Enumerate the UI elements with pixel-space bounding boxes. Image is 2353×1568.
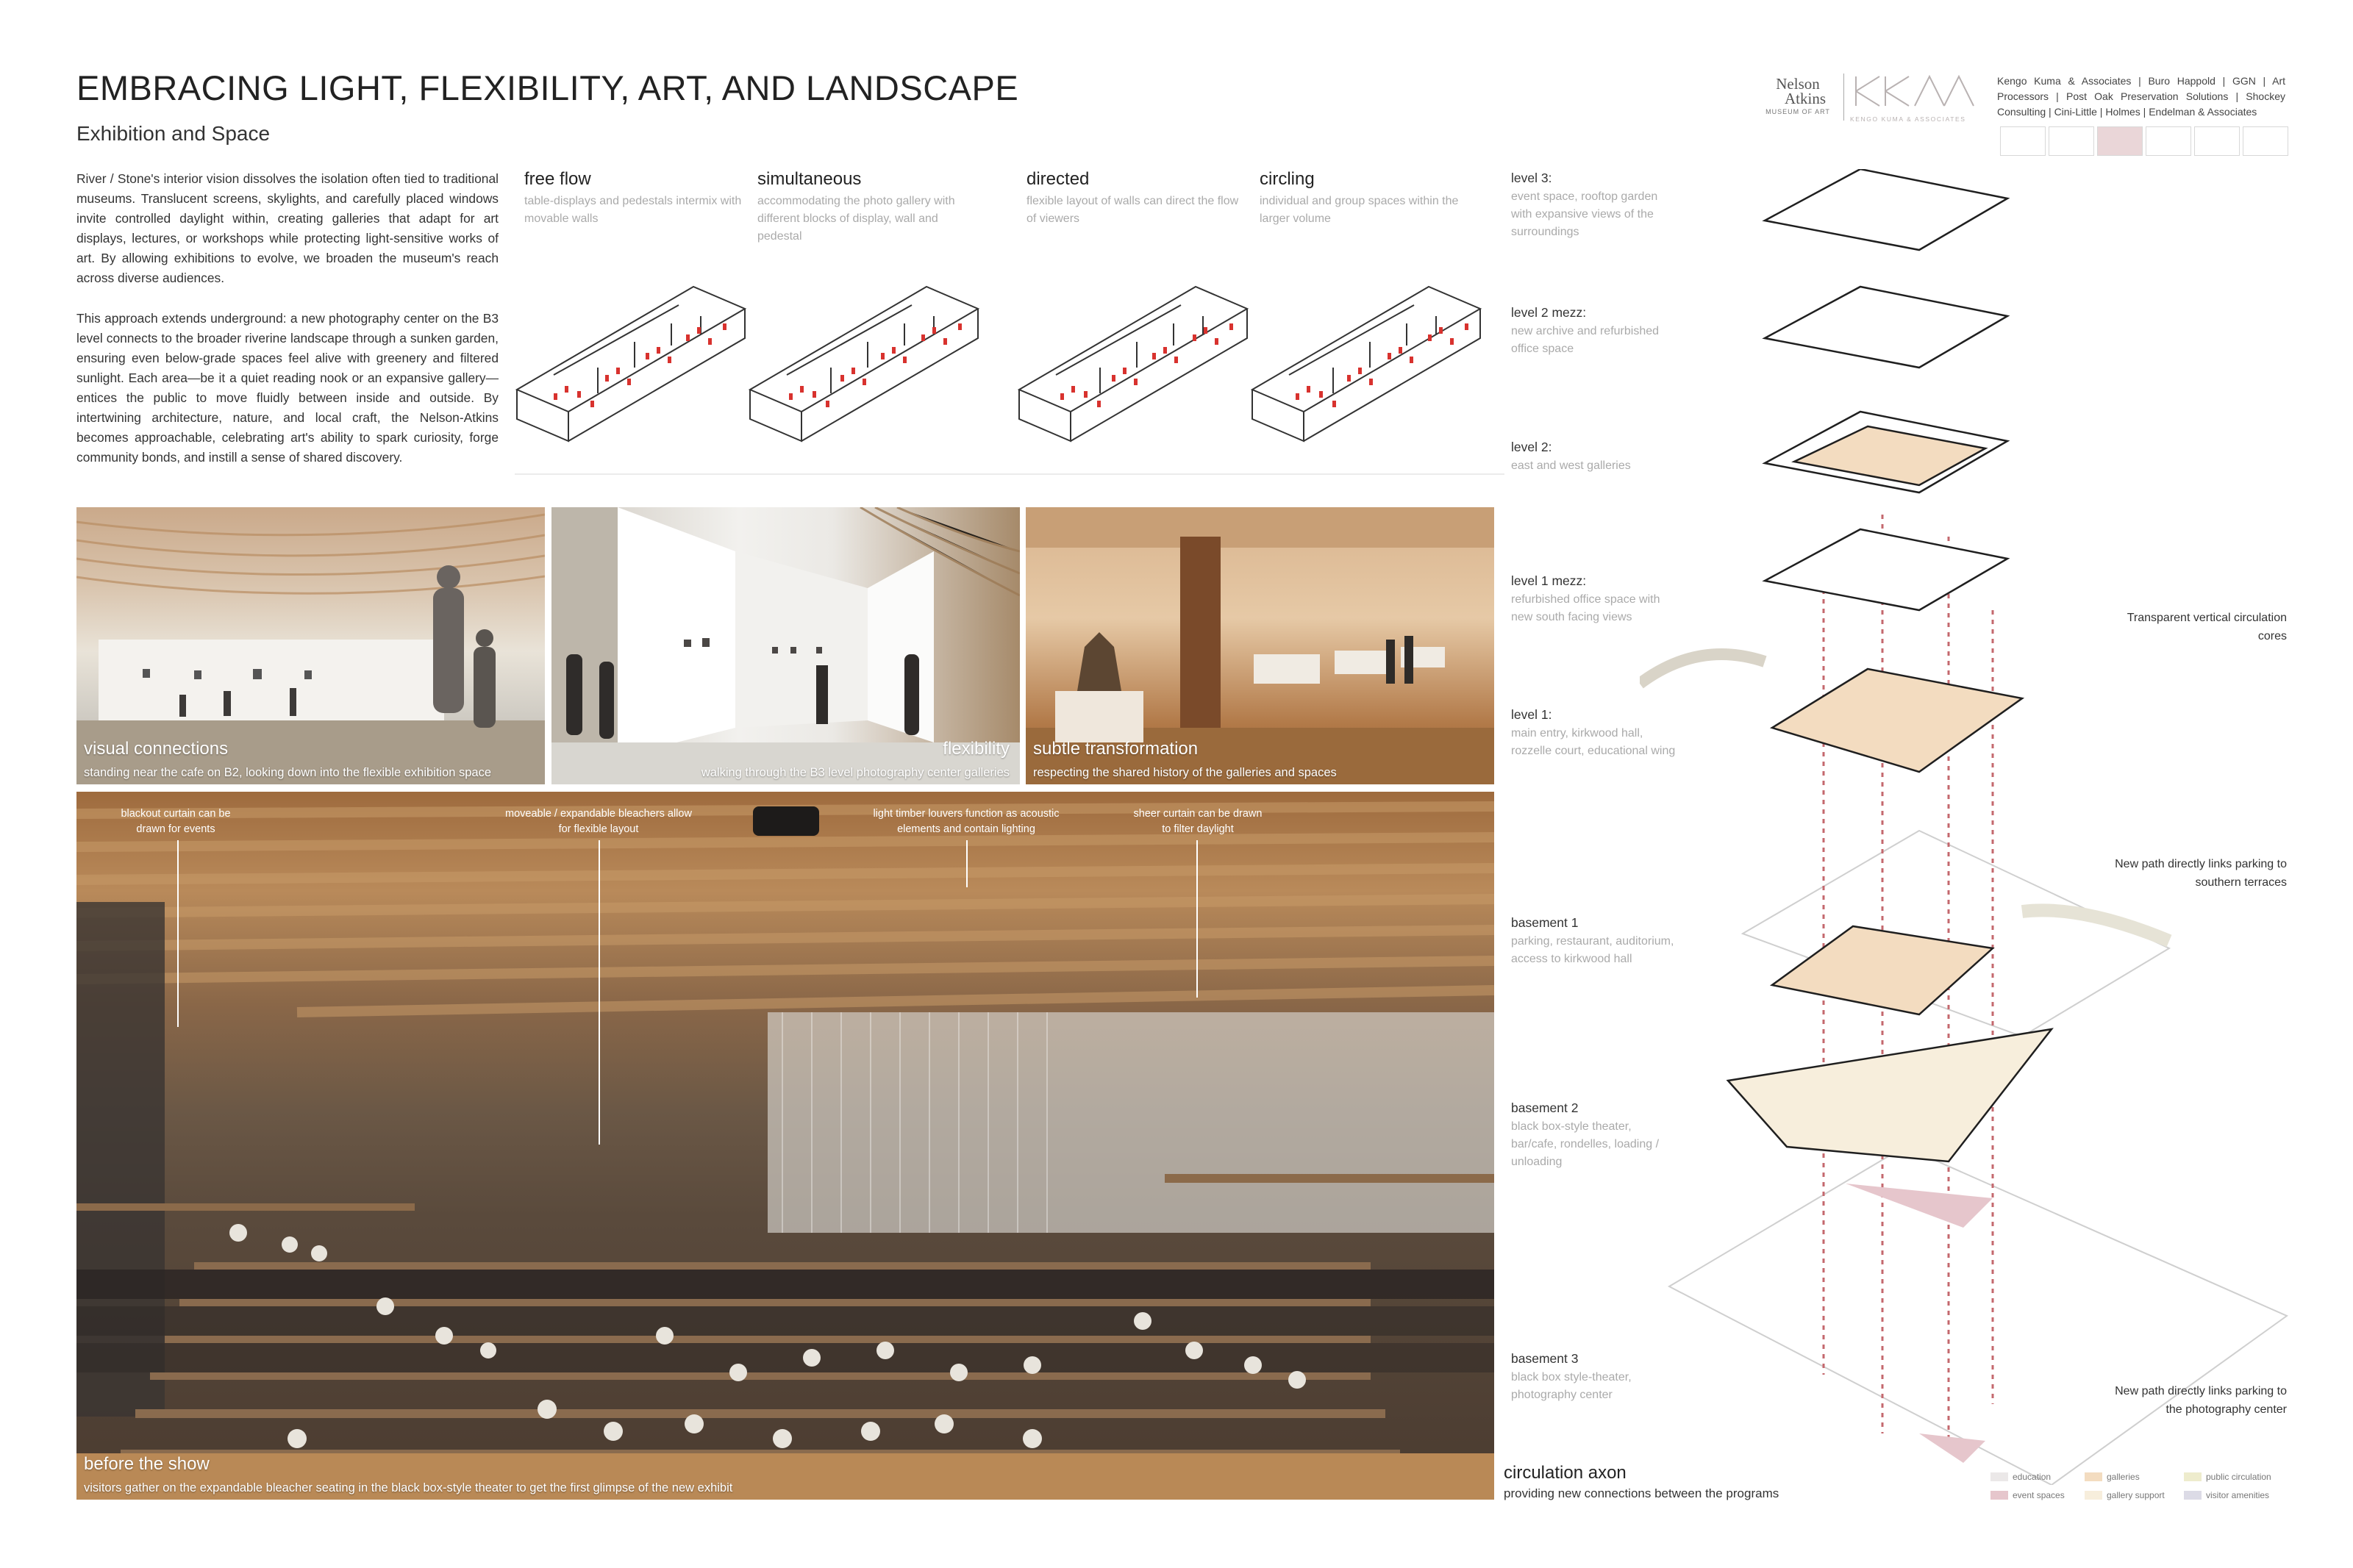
concept-title: circling: [1260, 169, 1315, 189]
legend-label: public circulation: [2206, 1472, 2271, 1482]
level-name: level 1 mezz:: [1511, 573, 1587, 588]
logo-divider: [1843, 74, 1844, 121]
kkaa-sub: KENGO KUMA & ASSOCIATES: [1850, 115, 1966, 123]
level-name: level 2:: [1511, 440, 1552, 454]
axon-title: circulation axon: [1504, 1463, 1627, 1483]
color-swatch: [2000, 126, 2046, 156]
level-desc: event space, rooftop garden with expansive views of the surroundings: [1511, 190, 1658, 238]
render-title: subtle transformation: [1033, 739, 1199, 759]
color-swatch: [2146, 126, 2191, 156]
axon-note-photography-center: New path directly links parking to the photography center: [2115, 1385, 2287, 1416]
concept-title: simultaneous: [757, 169, 862, 189]
legend-swatch: [1990, 1472, 2008, 1481]
concept-title: directed: [1026, 169, 1090, 189]
logo-sub: MUSEUM OF ART: [1765, 108, 1830, 115]
level-desc: main entry, kirkwood hall, rozzelle court, educational wing: [1511, 727, 1676, 757]
level-desc: east and west galleries: [1511, 459, 1631, 472]
legend-swatch: [1990, 1491, 2008, 1500]
page-title: EMBRACING LIGHT, FLEXIBILITY, ART, AND LANDSCAPE: [76, 68, 1019, 107]
render-subtle-transformation: [1026, 507, 1494, 784]
legend-swatch: [2184, 1491, 2202, 1500]
axon-note-vertical-cores: Transparent vertical circulation cores: [2127, 612, 2287, 642]
render-desc: respecting the shared history of the galleries and spaces: [1033, 766, 1337, 779]
annotation-bleachers: moveable / expandable bleachers allow for flexible layout: [505, 808, 692, 835]
render-desc: walking through the B3 level photography center galleries: [701, 766, 1010, 779]
render-visual-connections: [76, 507, 545, 784]
nelson-atkins-logo: [1757, 76, 1838, 115]
theater-desc: visitors gather on the expandable bleacher seating in the black box-style theater to get the first glimpse of the new exhibit: [84, 1481, 733, 1494]
color-swatch: [2097, 126, 2143, 156]
legend-label: gallery support: [2107, 1490, 2165, 1500]
level-desc: new archive and refurbished office space: [1511, 325, 1660, 355]
legend-swatch: [2085, 1472, 2102, 1481]
concept-desc: table-displays and pedestals intermix with movable walls: [524, 195, 742, 225]
concept-desc: individual and group spaces within the larger volume: [1260, 195, 1459, 225]
level-name: level 1:: [1511, 707, 1552, 722]
intro-paragraph-2: This approach extends underground: a new photography center on the B3 level connects to the broader riverine landscape through a sunken garden, ensuring even below-grade spaces feel alive with greenery and filtered sunlight. Each area—be it a quiet reading nook or an expansive gallery—entices the public to move fluidly between inside and outside. By intertwining architecture, nature, and local craft, the Nelson-Atkins becomes approachable, celebrating art's ability to spark curiosity, forge community bonds, and instill a sense of shared discovery.: [76, 311, 499, 465]
render-title: flexibility: [943, 739, 1010, 759]
legend-label: visitor amenities: [2206, 1490, 2270, 1500]
intro-paragraph-1: River / Stone's interior vision dissolves the isolation often tied to traditional museums. Translucent screens, skylights, and carefully placed windows invite controlled daylight within, creating galleries that adapt for art displays, lectures, or workshops while protecting light-sensitive works of art. By allowing exhibitions to evolve, we broaden the museum's reach across diverse audiences.: [76, 171, 499, 285]
render-desc: standing near the cafe on B2, looking down into the flexible exhibition space: [84, 766, 492, 779]
concept-baseline: [515, 473, 1504, 475]
level-name: basement 1: [1511, 915, 1579, 930]
legend-label: event spaces: [2013, 1490, 2065, 1500]
concept-desc: flexible layout of walls can direct the flow of viewers: [1026, 195, 1239, 225]
level-name: level 2 mezz:: [1511, 305, 1587, 320]
page-subtitle: Exhibition and Space: [76, 122, 271, 145]
legend-label: education: [2013, 1472, 2052, 1482]
concept-axon-diagram: [1245, 265, 1488, 456]
axon-subtitle: providing new connections between the programs: [1504, 1486, 1779, 1500]
level-name: basement 3: [1511, 1351, 1579, 1366]
level-desc: black box style-theater, photography center: [1511, 1371, 1632, 1401]
render-title: visual connections: [84, 739, 229, 759]
level-desc: parking, restaurant, auditorium, access to kirkwood hall: [1511, 935, 1674, 965]
annotation-timber-louvers: light timber louvers function as acoustic elements and contain lighting: [873, 808, 1060, 835]
legend-swatch: [2085, 1491, 2102, 1500]
legend-label: galleries: [2107, 1472, 2140, 1482]
legend-swatch: [2184, 1472, 2202, 1481]
annotation-leaders: [76, 792, 1494, 1500]
color-swatch: [2194, 126, 2240, 156]
level-desc: black box-style theater, bar/cafe, rondelles, loading / unloading: [1511, 1120, 1660, 1168]
axon-note-southern-terraces: New path directly links parking to southern terraces: [2115, 858, 2287, 889]
concept-axon-diagram: [743, 265, 985, 456]
concept-axon-diagram: [1012, 265, 1254, 456]
logo-line-1: Nelson: [1776, 75, 1820, 93]
concept-axon-diagram: [510, 265, 752, 456]
kkaa-mark-icon: [1850, 72, 1982, 110]
render-flexibility: [551, 507, 1020, 784]
concept-desc: accommodating the photo gallery with different blocks of display, wall and pedestal: [757, 195, 955, 243]
theater-title: before the show: [84, 1454, 210, 1474]
level-desc: refurbished office space with new south facing views: [1511, 593, 1660, 623]
credits: Kengo Kuma & Associates | Buro Happold | GGN | Art Processors | Post Oak Preservation Solutions | Shockey Consulting | Cini-Little | Holmes | Endelman & Associates: [1997, 75, 2285, 118]
logo-line-2: Atkins: [1784, 90, 1826, 107]
circulation-axon-diagram: [1640, 169, 2331, 1485]
render-before-the-show: [76, 792, 1494, 1500]
color-swatch: [2049, 126, 2094, 156]
level-name: level 3:: [1511, 171, 1552, 185]
annotation-blackout-curtain: blackout curtain can be drawn for events: [121, 808, 231, 835]
color-swatch: [2243, 126, 2288, 156]
concept-title: free flow: [524, 169, 591, 189]
annotation-sheer-curtain: sheer curtain can be drawn to filter daylight: [1133, 808, 1263, 835]
level-name: basement 2: [1511, 1100, 1579, 1115]
kkaa-logo: [1850, 72, 1982, 123]
